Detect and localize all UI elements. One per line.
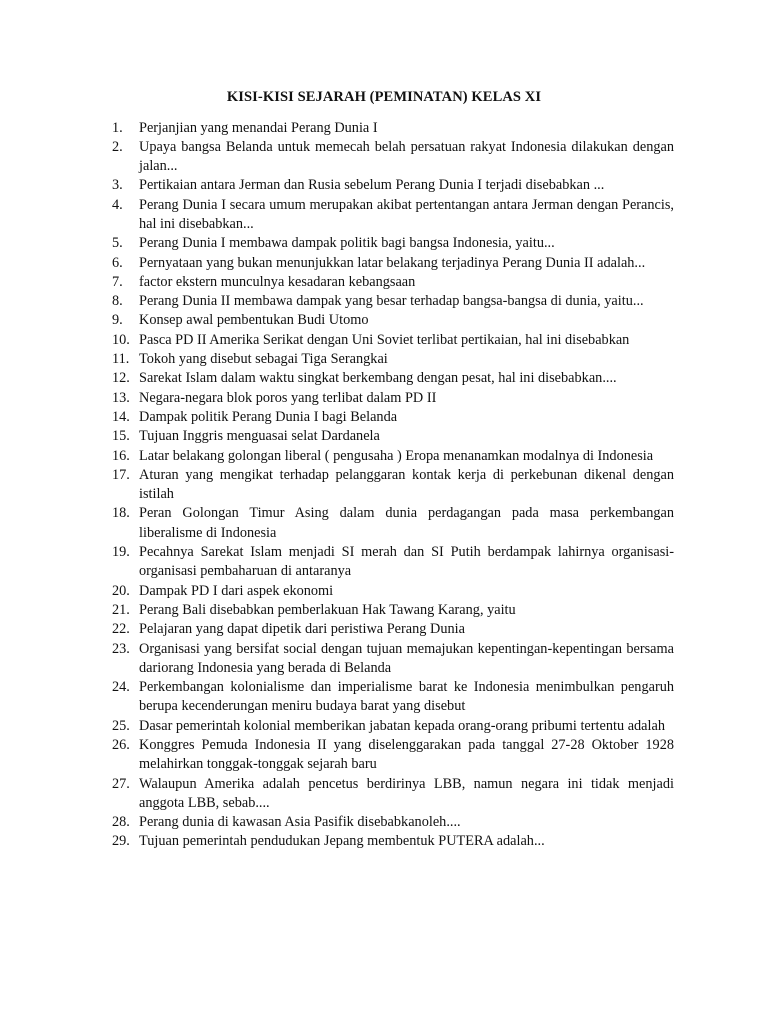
list-item-number: 10. [112,331,130,348]
list-item-number: 3. [112,177,123,194]
list-item [112,717,674,736]
list-item-text: Perang Bali disebabkan pemberlakuan Hak Tawang Karang, yaitu [139,601,516,618]
list-item [112,427,674,446]
list-item-text: Peran Golongan Timur Asing dalam dunia perdagangan pada masa perkembangan liberalisme di Indonesia [139,505,674,541]
list-item-text: Perang Dunia I secara umum merupakan akibat pertentangan antara Jerman dengan Perancis, hal ini disebabkan... [139,196,674,232]
list-item [112,234,674,253]
list-item [112,813,674,832]
list-item-text: Sarekat Islam dalam waktu singkat berkembang dengan pesat, hal ini disebabkan.... [139,370,617,387]
list-item-text: Perang Dunia I membawa dampak politik bagi bangsa Indonesia, yaitu... [139,235,555,252]
document-title: KISI-KISI SEJARAH (PEMINATAN) KELAS XI [226,89,542,105]
list-item-text: Pasca PD II Amerika Serikat dengan Uni Soviet terlibat pertikaian, hal ini disebabkan [139,331,630,348]
list-item-number: 7. [112,273,123,290]
list-item [112,447,674,466]
list-item-number: 1. [112,119,123,136]
list-item [112,543,674,582]
list-item-number: 20. [112,582,130,599]
list-item-number: 21. [112,601,130,618]
list-item [112,254,674,273]
list-item-text: Walaupun Amerika adalah pencetus berdirinya LBB, namun negara ini tidak menjadi anggota LBB, sebab.... [139,775,674,811]
list-item-number: 11. [112,351,130,368]
list-item-number: 6. [112,254,123,271]
list-item-text: Konsep awal pembentukan Budi Utomo [139,312,369,329]
list-item-text: Pernyataan yang bukan menunjukkan latar belakang terjadinya Perang Dunia II adalah... [139,254,646,271]
list-item-text: Tokoh yang disebut sebagai Tiga Serangkai [139,351,388,368]
list-item [112,292,674,311]
list-item-text: Latar belakang golongan liberal ( pengusaha ) Eropa menanamkan modalnya di Indonesia [139,447,654,464]
list-item [112,736,674,775]
list-item-text: Pecahnya Sarekat Islam menjadi SI merah dan SI Putih berdampak lahirnya organisasi- organisasi pembaharuan di antaranya [139,544,674,580]
list-item [112,775,674,814]
list-item [112,640,674,679]
list-item-number: 22. [112,621,130,638]
list-item-text: Perang dunia di kawasan Asia Pasifik disebabkanoleh.... [139,814,461,831]
list-item [112,196,674,235]
list-item-number: 8. [112,293,123,310]
list-item-number: 25. [112,717,130,734]
list-item-text: Dampak PD I dari aspek ekonomi [139,582,334,599]
list-item-number: 26. [112,737,130,753]
list-item [112,311,674,330]
list-item-text: Perang Dunia II membawa dampak yang besar terhadap bangsa-bangsa di dunia, yaitu... [139,293,644,310]
list-item [112,466,674,505]
list-item-number: 27. [112,775,130,792]
list-item-number: 16. [112,447,130,464]
list-item [112,369,674,388]
list-item [112,176,674,195]
list-item-text: Pertikaian antara Jerman dan Rusia sebelum Perang Dunia I terjadi disebabkan ... [139,177,605,194]
list-item [112,832,674,851]
list-item-text: Tujuan Inggris menguasai selat Dardanela [139,428,380,445]
list-item-number: 18. [112,505,130,522]
list-item [112,582,674,601]
list-item-text: Organisasi yang bersifat social dengan tujuan memajukan kepentingan-kepentingan bersama dariorang Indonesia yang berada di Belanda [139,640,674,676]
list-item [112,350,674,369]
list-item [112,678,674,717]
list-item-number: 12. [112,370,130,387]
list-item-number: 23. [112,640,130,657]
list-item [112,331,674,350]
list-item-number: 28. [112,814,130,831]
list-item-text: Perkembangan kolonialisme dan imperialisme barat ke Indonesia menimbulkan pengaruh berupa kecenderungan meniru budaya barat yang disebut [139,679,674,715]
list-item-text: Dasar pemerintah kolonial memberikan jabatan kepada orang-orang pribumi tertentu adalah [139,717,665,734]
list-item-number: 19. [112,544,130,561]
list-item-text: Aturan yang mengikat terhadap pelanggaran kontak kerja di perkebunan dikenal dengan istilah [139,466,674,503]
list-item-text: Perjanjian yang menandai Perang Dunia I [139,119,378,136]
list-item-number: 9. [112,312,123,329]
list-item-text: Pelajaran yang dapat dipetik dari peristiwa Perang Dunia [139,621,465,638]
list-item-number: 4. [112,196,123,213]
list-item [112,504,674,543]
list-item-number: 29. [112,833,130,850]
list-item-number: 13. [112,389,130,406]
list-item-number: 24. [112,679,130,696]
list-item-number: 5. [112,235,123,252]
list-item-text: Dampak politik Perang Dunia I bagi Belanda [139,408,398,425]
list-item-text: Upaya bangsa Belanda untuk memecah belah persatuan rakyat Indonesia dilakukan dengan jalan... [139,138,674,175]
list-item-number: 2. [112,138,123,155]
list-item [112,273,674,292]
list-item [112,408,674,427]
list-item-text: Konggres Pemuda Indonesia II yang diselenggarakan pada tanggal 27-28 Oktober 1928 melahirkan tonggak-tonggak sejarah baru [139,737,674,773]
list-item-text: Tujuan pemerintah pendudukan Jepang membentuk PUTERA adalah... [139,833,545,850]
list-item-number: 17. [112,466,130,483]
list-item [112,119,674,138]
list-item [112,138,674,177]
list-item-number: 15. [112,428,130,445]
list-item-text: factor ekstern munculnya kesadaran kebangsaan [139,273,416,290]
list-item-number: 14. [112,408,130,425]
list-item [112,601,674,620]
question-list [112,119,674,852]
list-item [112,620,674,639]
list-item [112,389,674,408]
list-item-text: Negara-negara blok poros yang terlibat dalam PD II [139,389,437,406]
